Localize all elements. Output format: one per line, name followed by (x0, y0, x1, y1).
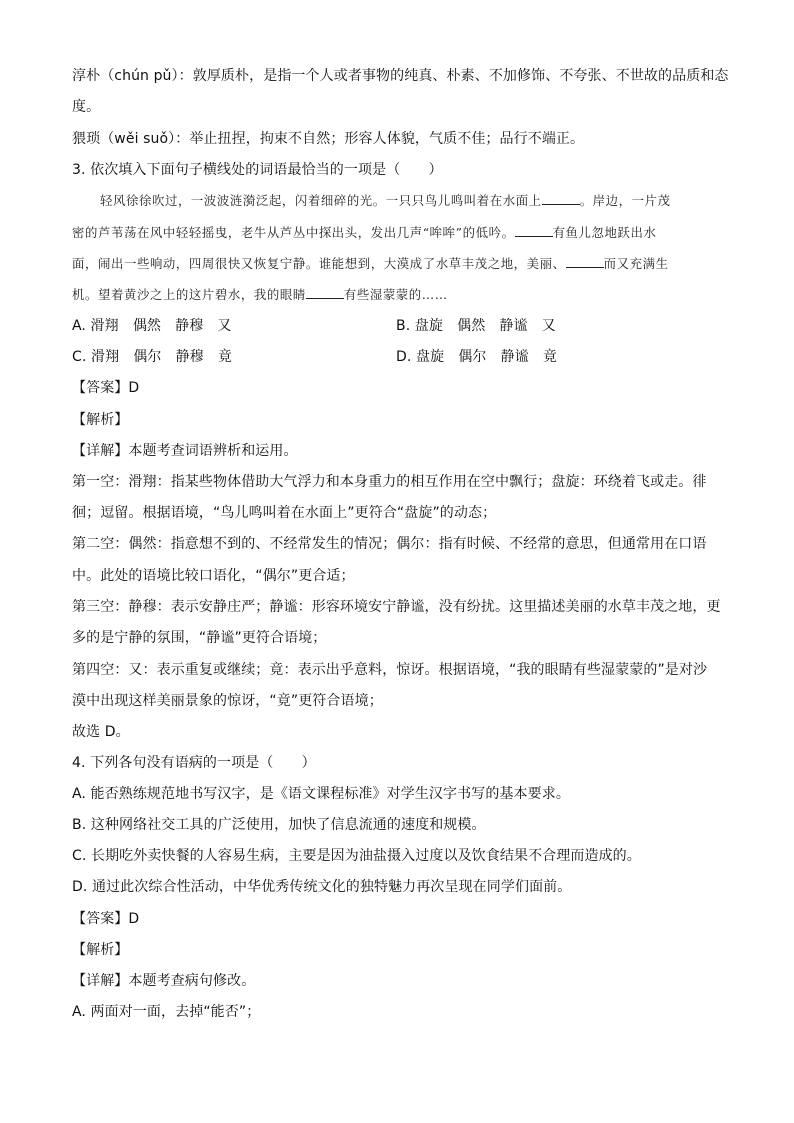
blank-2 (515, 224, 553, 237)
q3-detail-line: 漠中出现这样美丽景象的惊讶，“竟”更符合语境； (72, 693, 383, 709)
q3-detail-line: 第二空：偶然：指意想不到的、不经常发生的情况；偶尔：指有时候、不经常的意思，但通常用在口语 (72, 536, 707, 552)
q3-detail-line: 【详解】本题考查词语辨析和运用。 (72, 443, 298, 459)
q4-option-a: A. 能否熟练规范地书写汉字，是《语文课程标准》对学生汉字书写的基本要求。 (72, 786, 570, 802)
q3-passage-text: 面，闹出一些响动，四周很快又恢复宁静。谁能想到，大漠成了水草丰茂之地，美丽、 (72, 256, 566, 271)
q3-analysis-label: 【解析】 (72, 412, 129, 428)
q4-answer: 【答案】D (72, 911, 140, 927)
q3-option-b: B. 盘旋 偶然 静谧 又 (396, 318, 556, 334)
q3-passage-text: 有些湿蒙蒙的…… (343, 287, 448, 302)
q3-passage-text: 有鱼儿忽地跃出水 (552, 225, 657, 240)
q3-detail-line: 多的是宁静的氛围，“静谧”更符合语境； (72, 630, 327, 646)
q3-detail-line: 徊；逗留。根据语境，“鸟儿鸣叫着在水面上”更符合“盘旋”的动态； (72, 505, 497, 521)
q4-option-c: C. 长期吃外卖快餐的人容易生病，主要是因为油盐摄入过度以及饮食结果不合理而造成的。 (72, 848, 641, 864)
q3-answer: 【答案】D (72, 380, 140, 396)
q4-detail-line: 【详解】本题考查病句修改。 (72, 973, 256, 989)
q3-detail-line: 故选 D。 (72, 724, 130, 740)
q3-passage-line1 (100, 191, 671, 211)
q4-stem: 4. 下列各句没有语病的一项是（ ） (72, 755, 316, 771)
q3-detail-line: 中。此处的语境比较口语化，“偶尔”更合适； (72, 568, 355, 584)
q3-passage-text: 密的芦苇荡在风中轻轻摇曳，老牛从芦丛中探出头，发出几声“哞哞”的低吟。 (72, 225, 515, 240)
q3-detail-line: 第一空：滑翔：指某些物体借助大气浮力和本身重力的相互作用在空中飘行；盘旋：环绕着飞或走。徘 (72, 474, 707, 490)
blank-1 (542, 192, 580, 205)
q3-stem: 3. 依次填入下面句子横线处的词语最恰当的一项是（ ） (72, 162, 443, 178)
vocab-weisuo: 猥琐（wěi suǒ）：举止扭捏，拘束不自然；形容人体貌，气质不佳；品行不端正。 (72, 131, 585, 147)
q3-passage-line2 (72, 223, 657, 243)
blank-3 (566, 255, 604, 268)
q3-detail-line: 第三空：静穆：表示安静庄严；静谧：形容环境安宁静谧，没有纷扰。这里描述美丽的水草丰茂之地，更 (72, 599, 721, 615)
q4-option-d: D. 通过此次综合性活动，中华优秀传统文化的独特魅力再次呈现在同学们面前。 (72, 879, 572, 895)
q3-option-a: A. 滑翔 偶然 静穆 又 (72, 318, 232, 334)
q3-passage-line3 (72, 254, 669, 274)
q3-passage-text: 。岸边，一片茂 (579, 193, 671, 208)
q3-passage-line4 (72, 285, 448, 305)
q3-detail-line: 第四空：又：表示重复或继续；竟：表示出乎意料，惊讶。根据语境，“我的眼睛有些湿蒙蒙的”是对沙 (72, 662, 708, 678)
q3-passage-text: 轻风徐徐吹过，一波波涟漪泛起，闪着细碎的光。一只只鸟儿鸣叫着在水面上 (100, 193, 542, 208)
q3-passage-text: 而又充满生 (603, 256, 669, 271)
q3-option-d: D. 盘旋 偶尔 静谧 竟 (396, 349, 557, 365)
q4-detail-line: A. 两面对一面，去掉“能否”； (72, 1004, 261, 1020)
q3-option-c: C. 滑翔 偶尔 静穆 竟 (72, 349, 232, 365)
vocab-chunpu-line2: 度。 (72, 99, 101, 115)
q4-option-b: B. 这种网络社交工具的广泛使用，加快了信息流通的速度和规模。 (72, 817, 486, 833)
q3-passage-text: 机。望着黄沙之上的这片碧水，我的眼睛 (72, 287, 306, 302)
q4-analysis-label: 【解析】 (72, 942, 129, 958)
blank-4 (306, 286, 344, 299)
vocab-chunpu-line1: 淳朴（chún pǔ）：敦厚质朴，是指一个人或者事物的纯真、朴素、不加修饰、不夸张、不世故的品质和态 (72, 68, 729, 84)
